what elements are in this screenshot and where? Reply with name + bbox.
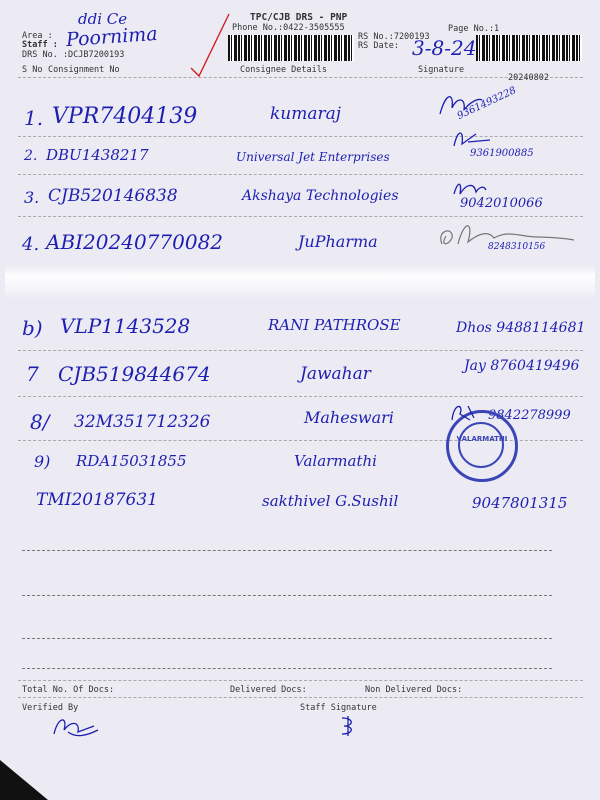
barcode-left xyxy=(228,35,354,61)
row-consignment: VLP1143528 xyxy=(60,314,191,338)
print-date: 20240802 xyxy=(508,73,549,83)
row-consignee: Universal Jet Enterprises xyxy=(236,150,390,164)
row-divider xyxy=(18,396,583,397)
row-consignment: RDA15031855 xyxy=(76,452,187,470)
page-number: Page No.:1 xyxy=(448,24,500,34)
row-sno: 7 xyxy=(26,362,39,386)
phone-number: Phone No.:0422-3505555 xyxy=(232,23,345,33)
footer-divider xyxy=(18,680,583,681)
col-consignee: Consignee Details xyxy=(240,65,327,75)
row-phone: 9047801315 xyxy=(472,494,568,512)
row-consignee: sakthivel G.Sushil xyxy=(262,492,399,510)
staff-handwritten: Poornima xyxy=(65,22,159,52)
rs-date-handwritten: 3-8-24 xyxy=(412,36,477,60)
stamp-text: VALARMATHI xyxy=(456,435,508,443)
area-handwritten: ddi Ce xyxy=(78,10,128,28)
total-docs: Total No. Of Docs: xyxy=(22,685,115,695)
row-phone: 9042010066 xyxy=(460,196,543,211)
signature-row-1 xyxy=(436,88,486,122)
rs-number: RS No.:7200193 xyxy=(358,32,430,42)
row-phone: 9842278999 xyxy=(488,408,571,423)
row-consignee: RANI PATHROSE xyxy=(268,316,401,334)
row-phone: 9361493228 xyxy=(455,85,518,122)
row-phone: 8248310156 xyxy=(488,242,546,252)
staff-signature-mark xyxy=(336,714,360,738)
row-consignment: VPR7404139 xyxy=(52,104,198,129)
row-sno: 9) xyxy=(34,452,51,471)
scan-corner xyxy=(0,760,48,800)
row-phone: 9361900885 xyxy=(470,148,534,159)
row-consignee: Jawahar xyxy=(300,364,371,384)
row-consignee: Valarmathi xyxy=(294,452,377,470)
erased-area xyxy=(5,266,595,300)
blank-line xyxy=(22,595,552,596)
blank-line xyxy=(22,550,552,551)
row-consignee: Maheswari xyxy=(304,408,394,427)
verified-signature xyxy=(48,710,102,740)
verified-by: Verified By xyxy=(22,703,79,713)
row-sno: 4. xyxy=(22,234,40,255)
delivered-docs: Delivered Docs: xyxy=(230,685,307,695)
signature-row-2 xyxy=(450,126,494,152)
row-consignee: kumaraj xyxy=(270,104,342,124)
row-consignment: 32M351712326 xyxy=(74,412,211,432)
row-phone: Jay 8760419496 xyxy=(464,358,580,374)
rs-date-label: RS Date: xyxy=(358,41,399,51)
staff-signature: Staff Signature xyxy=(300,703,377,713)
row-consignment: TMI20187631 xyxy=(36,490,158,510)
non-delivered-docs: Non Delivered Docs: xyxy=(365,685,463,695)
row-consignee: JuPharma xyxy=(298,232,378,251)
row-divider xyxy=(18,136,583,137)
stamp-inner-ring xyxy=(458,422,504,468)
row-sno: 1. xyxy=(24,106,44,130)
signature-row-8 xyxy=(448,400,488,424)
row-sno: b) xyxy=(22,316,43,340)
row-phone: Dhos 9488114681 xyxy=(456,320,586,336)
signature-row-3 xyxy=(450,178,490,200)
row-consignee: Akshaya Technologies xyxy=(242,188,399,204)
signature-row-4 xyxy=(434,216,584,250)
row-consignment: DBU1438217 xyxy=(46,146,149,164)
barcode-right xyxy=(476,35,582,61)
row-consignment: CJB520146838 xyxy=(48,186,178,206)
footer-divider-2 xyxy=(18,697,583,698)
col-consignment: Consignment No xyxy=(48,65,120,75)
blank-line xyxy=(22,668,552,669)
row-sno: 2. xyxy=(24,148,38,164)
row-sno: 3. xyxy=(24,188,40,207)
header-divider xyxy=(18,77,583,78)
row-divider xyxy=(18,350,583,351)
row-sno: 8/ xyxy=(30,410,50,434)
col-signature: Signature xyxy=(418,65,465,75)
col-sno: S No xyxy=(22,65,43,75)
row-consignment: CJB519844674 xyxy=(58,362,211,386)
doc-title: TPC/CJB DRS - PNP xyxy=(250,12,348,23)
area-label: Area : xyxy=(22,31,53,41)
checkmark-icon xyxy=(185,10,235,80)
staff-label: Staff : xyxy=(22,40,58,50)
row-consignment: ABI20240770082 xyxy=(46,230,224,254)
blank-line xyxy=(22,638,552,639)
row-divider xyxy=(18,174,583,175)
drs-number: DRS No. :DCJB7200193 xyxy=(22,50,125,60)
